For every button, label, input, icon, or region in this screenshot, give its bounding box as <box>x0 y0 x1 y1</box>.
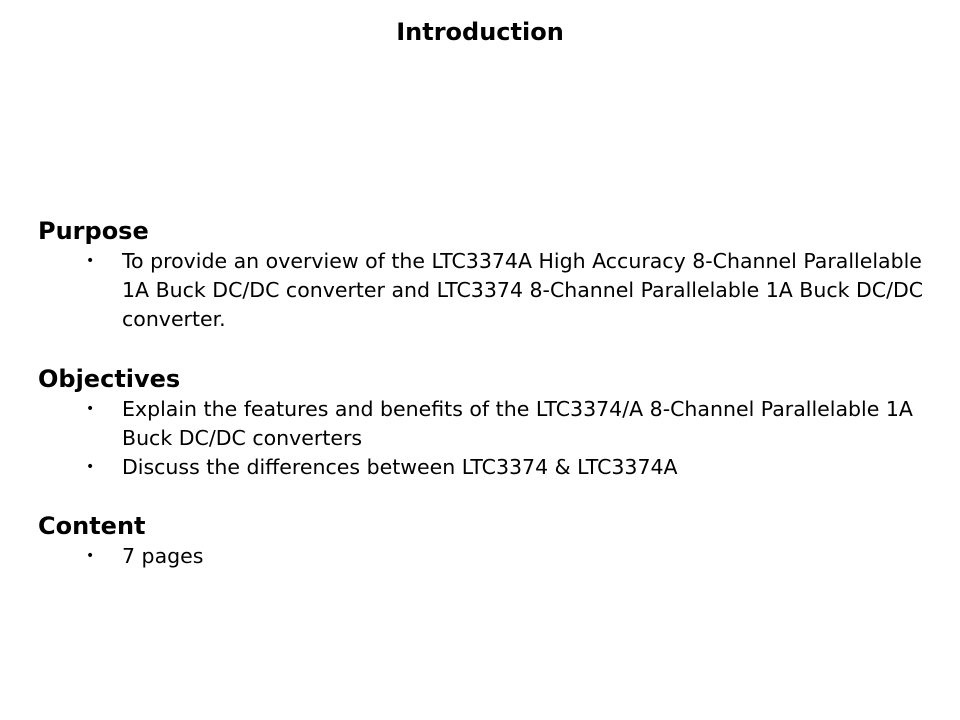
bullet-text: To provide an overview of the LTC3374A High Accuracy 8-Channel Parallelable 1A Buck DC/DC converter and LTC3374 8-Channel Parallelable 1A Buck DC/DC converter. <box>122 249 924 331</box>
bullet-dot-icon: • <box>86 459 95 475</box>
bullet-text: 7 pages <box>122 544 204 568</box>
bullet-dot-icon: • <box>86 401 95 417</box>
bullet-item <box>38 395 938 453</box>
section-objectives <box>38 363 938 482</box>
bullet-item <box>38 247 938 334</box>
bullet-item <box>38 453 938 482</box>
section-heading-objectives: Objectives <box>38 365 181 393</box>
bullet-dot-icon: • <box>86 548 95 564</box>
slide-title: Introduction <box>396 18 564 46</box>
bullet-list-purpose <box>38 247 938 334</box>
section-heading-content: Content <box>38 512 146 540</box>
section-content <box>38 510 938 571</box>
section-heading-purpose: Purpose <box>38 217 149 245</box>
section-purpose <box>38 215 938 334</box>
bullet-item <box>38 542 938 571</box>
bullet-list-content <box>38 542 938 571</box>
bullet-text: Explain the features and benefits of the LTC3374/A 8-Channel Parallelable 1A Buck DC/DC converters <box>122 397 913 450</box>
bullet-text: Discuss the differences between LTC3374 & LTC3374A <box>122 455 678 479</box>
bullet-list-objectives <box>38 395 938 482</box>
bullet-dot-icon: • <box>86 253 95 269</box>
